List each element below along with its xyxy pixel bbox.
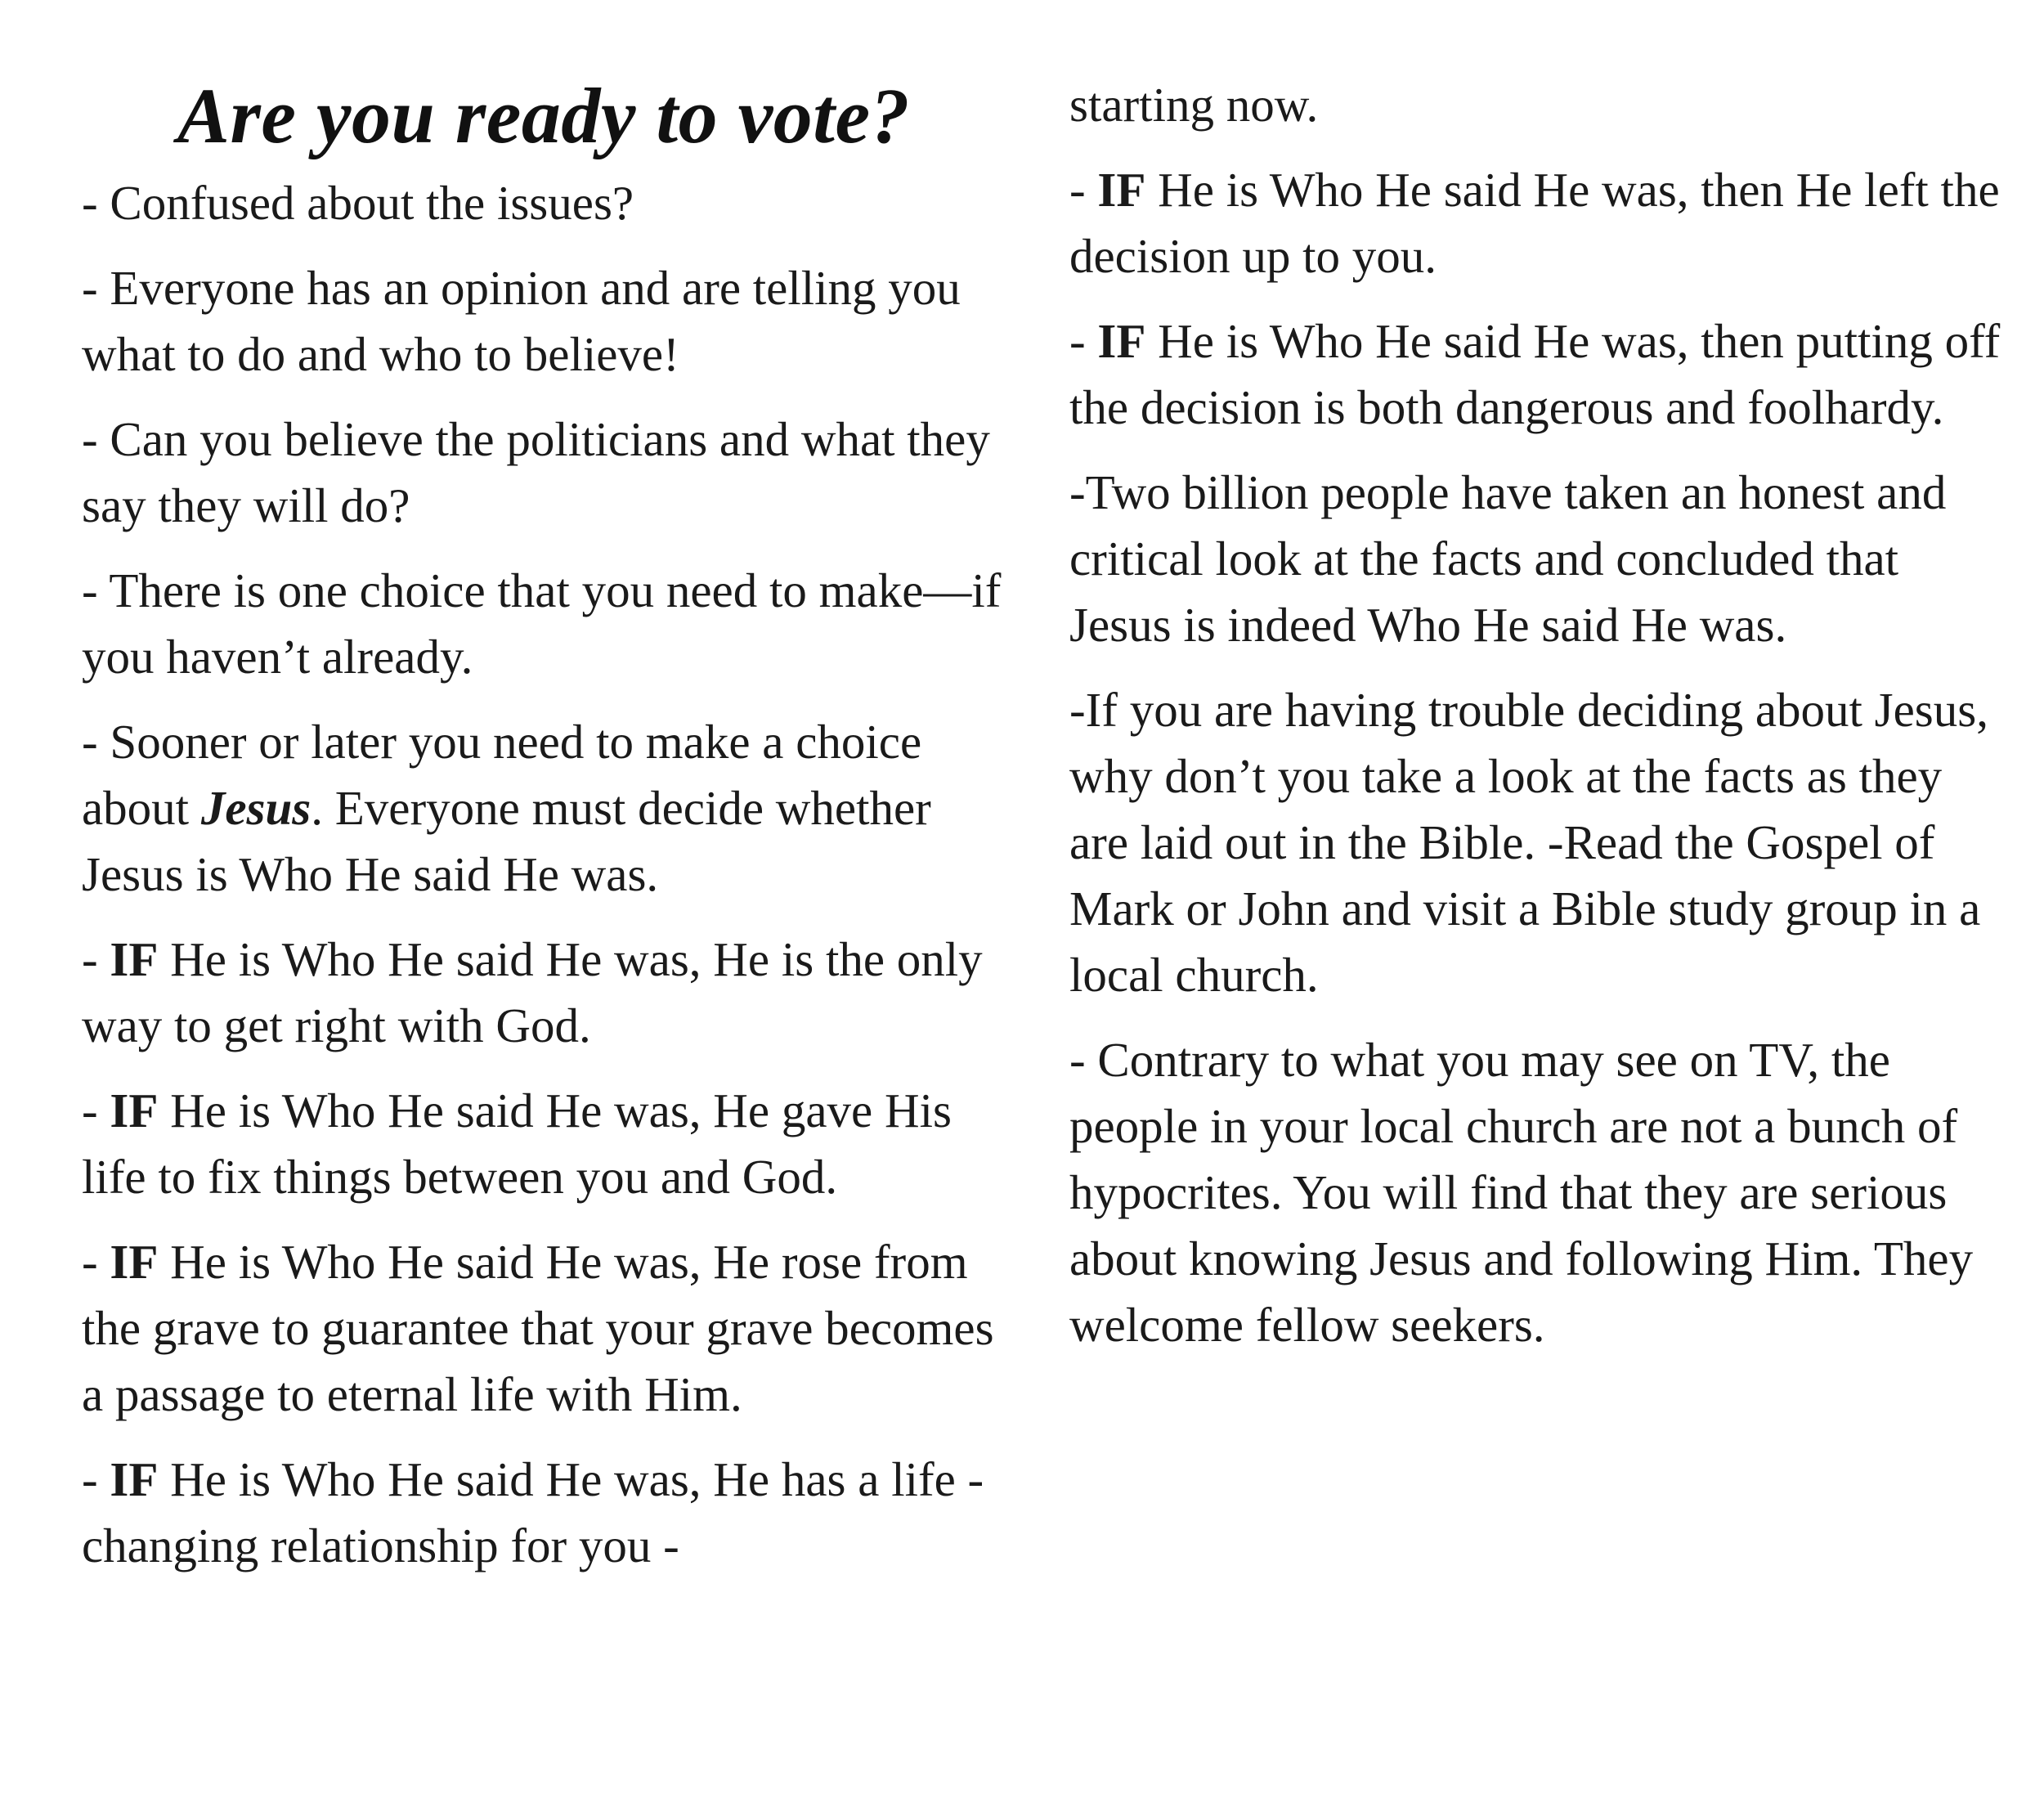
paragraph-politicians: - Can you believe the politicians and what they say they will do? — [82, 411, 990, 532]
text-segment: He is Who He said He was, He is the only way to get right with God. — [82, 931, 983, 1052]
text-segment: . Everyone must decide whether Jesus is Who He said He was. — [82, 780, 931, 901]
dash: - — [82, 1451, 110, 1506]
if-keyword: IF — [110, 1234, 159, 1289]
if-keyword: IF — [1097, 163, 1146, 217]
paragraph-if-relationship — [82, 1447, 1006, 1579]
paragraph-confused: - Confused about the issues? — [82, 175, 634, 230]
if-keyword: IF — [110, 1083, 159, 1137]
paragraph-if-only-way — [82, 926, 1006, 1059]
if-keyword: IF — [110, 931, 159, 986]
text-segment: He is Who He said He was, then putting off the decision is both dangerous and foolhardy. — [1069, 314, 2001, 434]
page-title: Are you ready to vote? — [177, 72, 911, 159]
paragraph-two-billion: -Two billion people have taken an honest and critical look at the facts and concluded that Jesus is indeed Who He said He was. — [1069, 465, 1947, 652]
if-keyword: IF — [1097, 314, 1146, 368]
paragraph-local-church: - Contrary to what you may see on TV, the people in your local church are not a bunch of hypocrites. You will find that they are serious about knowing Jesus and following Him. They welcome fellow seekers. — [1069, 1033, 1974, 1352]
paragraph-if-decision — [1069, 157, 2010, 289]
paragraph-if-rose — [82, 1229, 1006, 1428]
dash: - — [82, 1083, 110, 1137]
paragraph-if-putting-off — [1069, 308, 2010, 441]
text-segment: - Sooner or later you need to make a choice about — [82, 714, 922, 835]
text-segment: He is Who He said He was, He gave His life to fix things between you and God. — [82, 1083, 952, 1204]
emphasis-jesus: Jesus — [200, 780, 312, 835]
if-keyword: IF — [110, 1451, 159, 1506]
dash: - — [1069, 314, 1098, 368]
paragraph-if-gave-life — [82, 1078, 1006, 1210]
right-column — [1069, 72, 2010, 1377]
dash: - — [82, 931, 110, 986]
text-segment: He is Who He said He was, He has a life - changing relationship for you - — [82, 1451, 984, 1572]
dash: - — [1069, 163, 1098, 217]
paragraph-opinions: - Everyone has an opinion and are telling you what to do and who to believe! — [82, 260, 961, 381]
left-column — [82, 72, 1006, 1598]
paragraph-one-choice: - There is one choice that you need to make—if you haven’t already. — [82, 563, 1002, 684]
text-segment: He is Who He said He was, He rose from the grave to guarantee that your grave becomes a passage to eternal life with Him. — [82, 1234, 994, 1421]
paragraph-choice-about-jesus — [82, 709, 1006, 908]
dash: - — [82, 1234, 110, 1289]
paragraph-starting-now: starting now. — [1069, 78, 1319, 132]
paragraph-trouble-deciding: -If you are having trouble deciding about Jesus, why don’t you take a look at the facts as they are laid out in the Bible. -Read the Gospel of Mark or John and visit a Bible study group in a local church. — [1069, 683, 1988, 1002]
text-segment: He is Who He said He was, then He left the decision up to you. — [1069, 163, 2000, 283]
